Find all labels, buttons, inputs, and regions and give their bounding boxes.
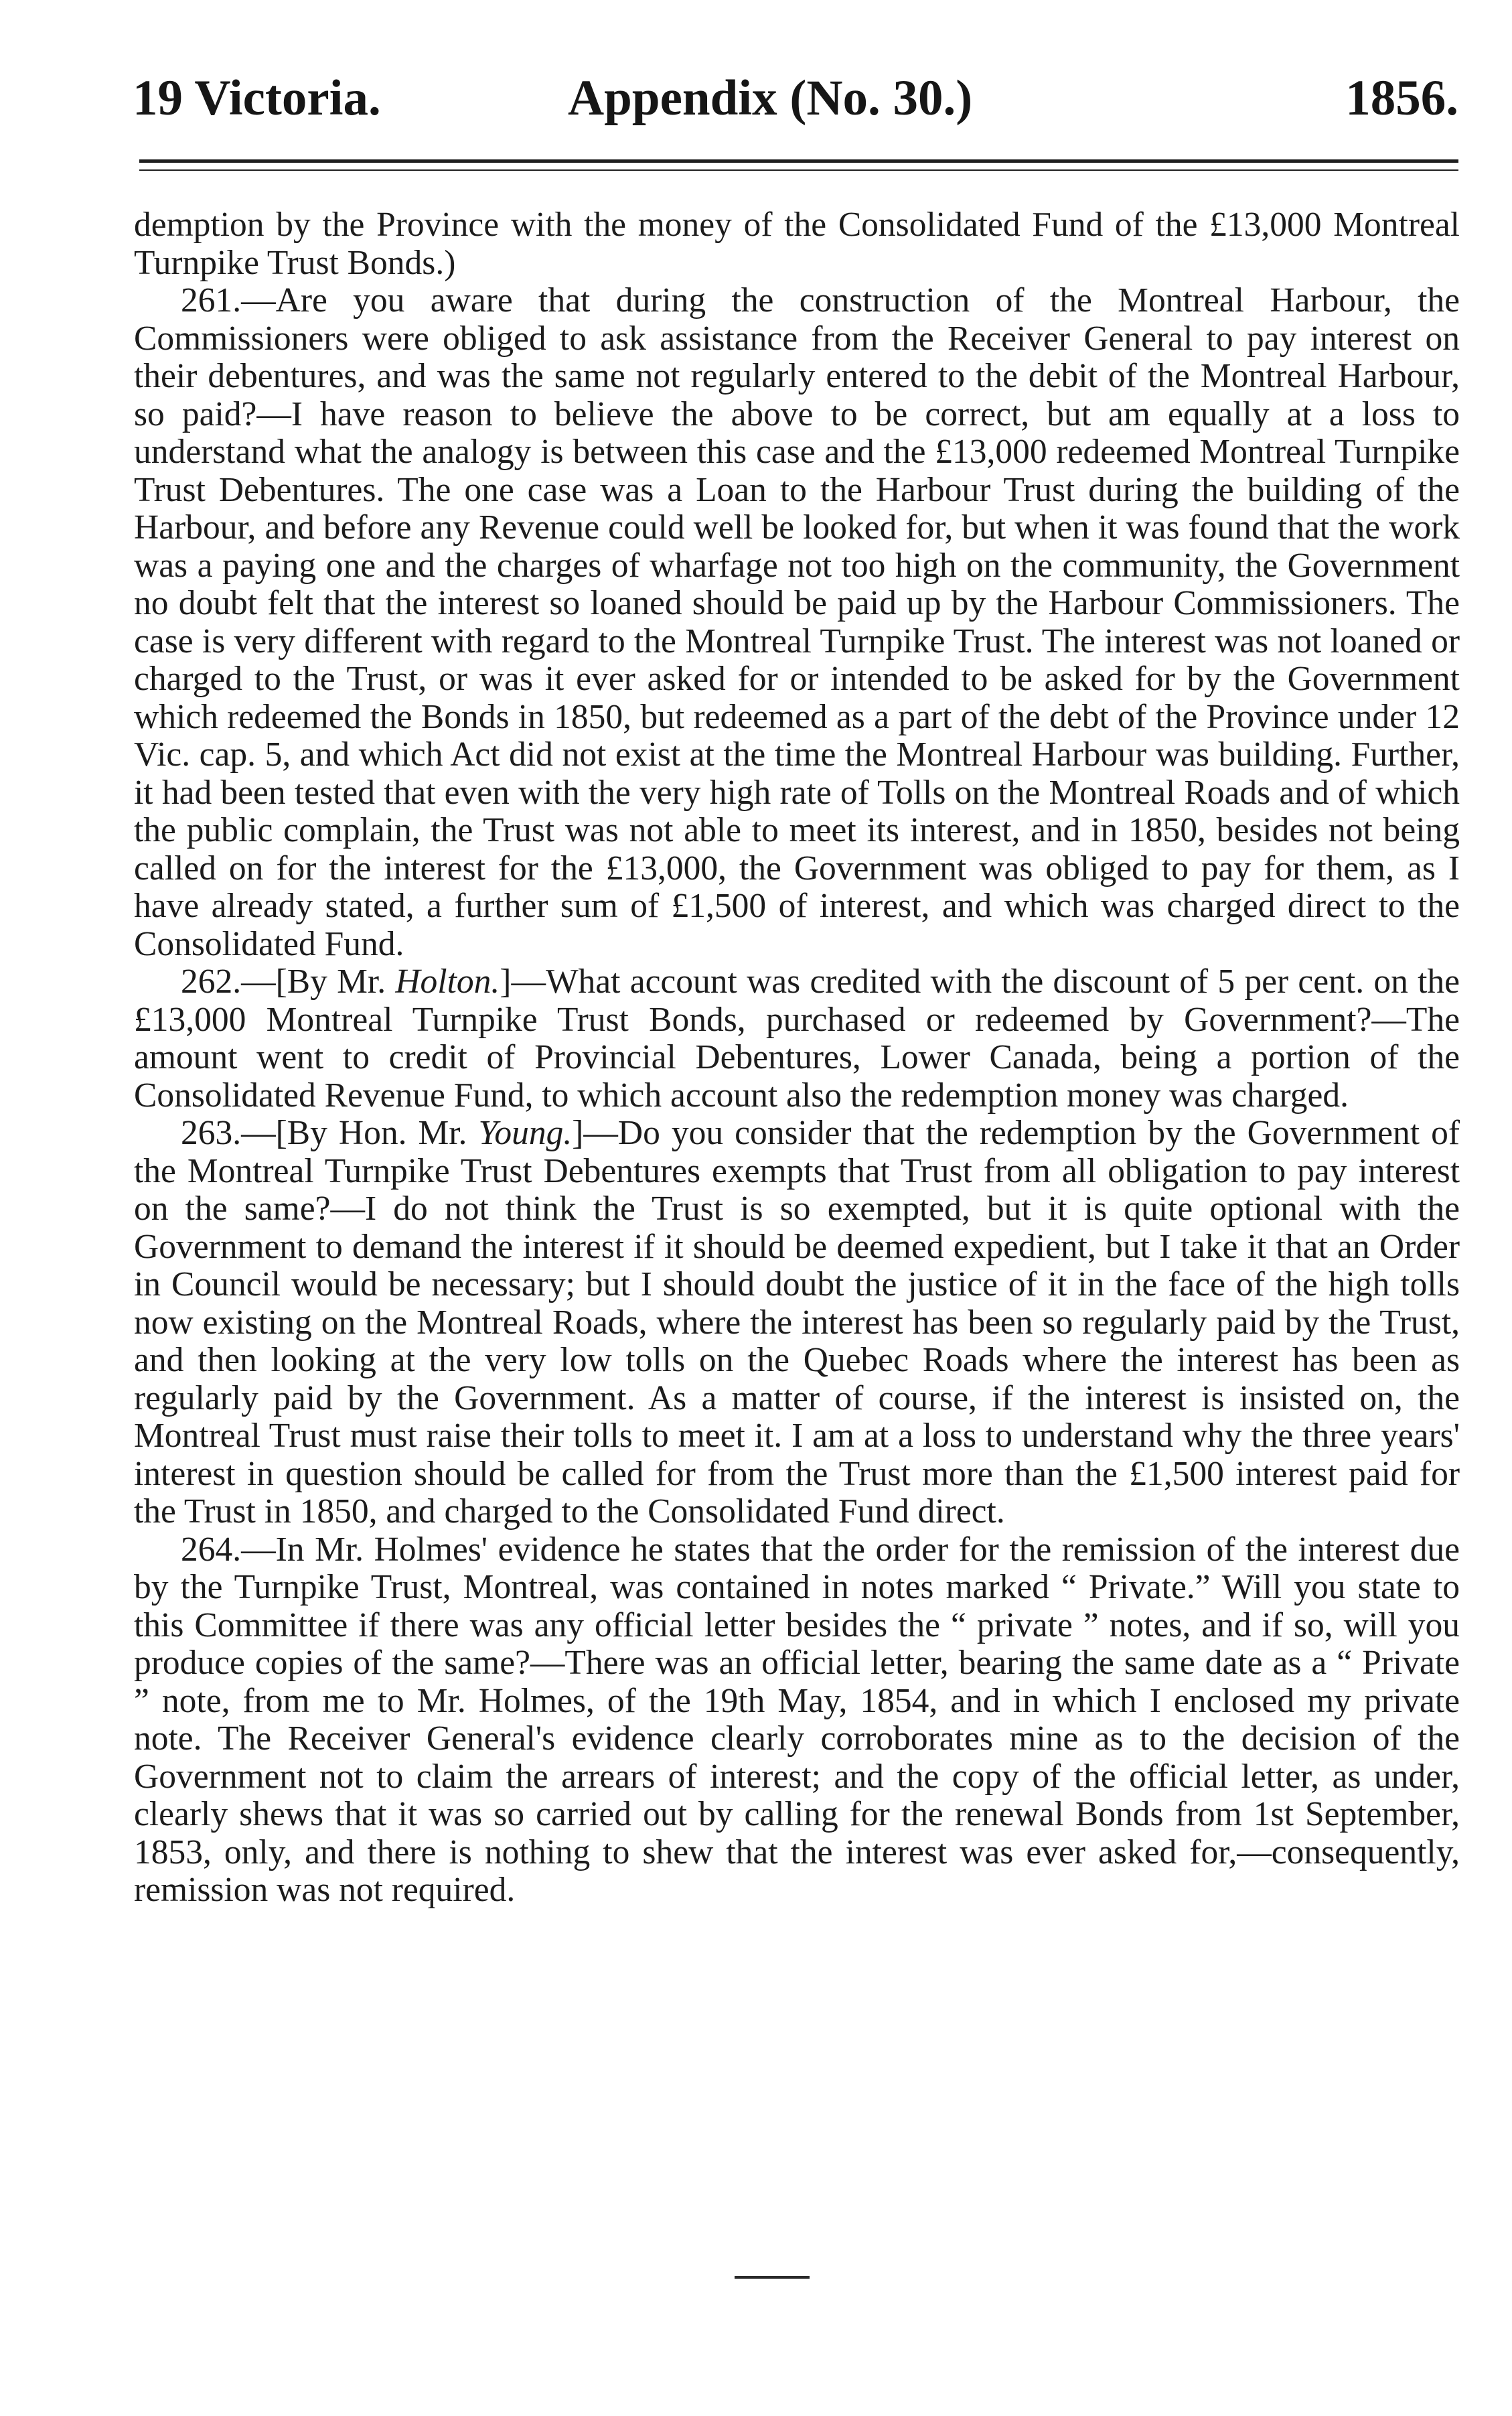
header-appendix: Appendix (No. 30.) xyxy=(568,70,973,126)
paragraph-continued: demption by the Province with the money of the Consolidated Fund of the £13,000 Montreal Turnpike Trust Bonds.) xyxy=(134,206,1460,282)
header-rule-thick xyxy=(139,159,1458,163)
header-session: 19 Victoria. xyxy=(133,70,381,126)
paragraph-263-intro: 263.—[By Hon. Mr. xyxy=(181,1114,479,1152)
header-rule-thin xyxy=(139,169,1458,171)
speaker-name-holton: Holton. xyxy=(395,963,500,1001)
section-end-rule xyxy=(735,2276,810,2279)
paragraph-263 xyxy=(134,1115,1460,1531)
paragraph-263-text: ]—Do you consider that the redemption by the Government of the Montreal Turnpike Trust Debentures exempts that Trust from all obligation to pay interest on the same?—I do not think the Trust is so exempted, but it is quite optional with the Government to demand the interest if it should be deemed expedient, but I take it that an Order in Council would be necessary; but I should doubt the justice of it in the face of the high tolls now existing on the Montreal Roads, where the interest has been so regularly paid by the Trust, and then looking at the very low tolls on the Quebec Roads where the interest has been as regularly paid by the Government. As a matter of course, if the interest is insisted on, the Montreal Trust must raise their tolls to meet it. I am at a loss to understand why the three years' interest in question should be called for from the Trust more than the £1,500 interest paid for the Trust in 1850, and charged to the Consolidated Fund direct. xyxy=(134,1114,1460,1531)
paragraph-264: 264.—In Mr. Holmes' evidence he states that the order for the remission of the interest due by the Turnpike Trust, Montreal, was contained in notes marked “ Private.” Will you state to this Committee if there was any official letter besides the “ private ” notes, and if so, will you produce copies of the same?—There was an official letter, bearing the same date as a “ Private ” note, from me to Mr. Holmes, of the 19th May, 1854, and in which I enclosed my private note. The Receiver General's evidence clearly corroborates mine as to the decision of the Government not to claim the arrears of interest; and the copy of the official letter, as under, clearly shews that it was so carried out by calling for the renewal Bonds from 1st September, 1853, only, and there is nothing to shew that the interest was ever asked for,—consequently, remission was not required. xyxy=(134,1530,1460,1909)
running-header xyxy=(133,62,1458,135)
header-year: 1856. xyxy=(1345,70,1458,126)
body-text xyxy=(134,206,1460,1910)
paragraph-262-text: ]—What account was credited with the discount of 5 per cent. on the £13,000 Montreal Turnpike Trust Bonds, purchased or redeemed by Government?—The amount went to credit of Provincial Debentures, Lower Canada, being a portion of the Consolidated Revenue Fund, to which account also the redemption money was charged. xyxy=(134,963,1460,1115)
paragraph-261: 261.—Are you aware that during the construction of the Montreal Harbour, the Commissioners were obliged to ask assistance from the Receiver General to pay interest on their debentures, and was the same not regularly entered to the debit of the Montreal Harbour, so paid?—I have reason to believe the above to be correct, but am equally at a loss to understand what the analogy is between this case and the £13,000 redeemed Montreal Turnpike Trust Debentures. The one case was a Loan to the Harbour Trust during the building of the Harbour, and before any Revenue could well be looked for, but when it was found that the work was a paying one and the charges of wharfage not too high on the community, the Government no doubt felt that the interest so loaned should be paid up by the Harbour Commissioners. The case is very different with regard to the Montreal Turnpike Trust. The interest was not loaned or charged to the Trust, or was it ever asked for or intended to be asked for by the Government which redeemed the Bonds in 1850, but redeemed as a part of the debt of the Province under 12 Vic. cap. 5, and which Act did not exist at the time the Montreal Harbour was building. Further, it had been tested that even with the very high rate of Tolls on the Montreal Roads and of which the public complain, the Trust was not able to meet its interest, and in 1850, besides not being called on for the interest for the £13,000, the Government was obliged to pay for them, as I have already stated, a further sum of £1,500 of interest, and which was charged direct to the Consolidated Fund. xyxy=(134,281,1460,963)
paragraph-262-intro: 262.—[By Mr. xyxy=(181,963,396,1001)
speaker-name-young: Young. xyxy=(478,1114,573,1152)
paragraph-262 xyxy=(134,963,1460,1115)
